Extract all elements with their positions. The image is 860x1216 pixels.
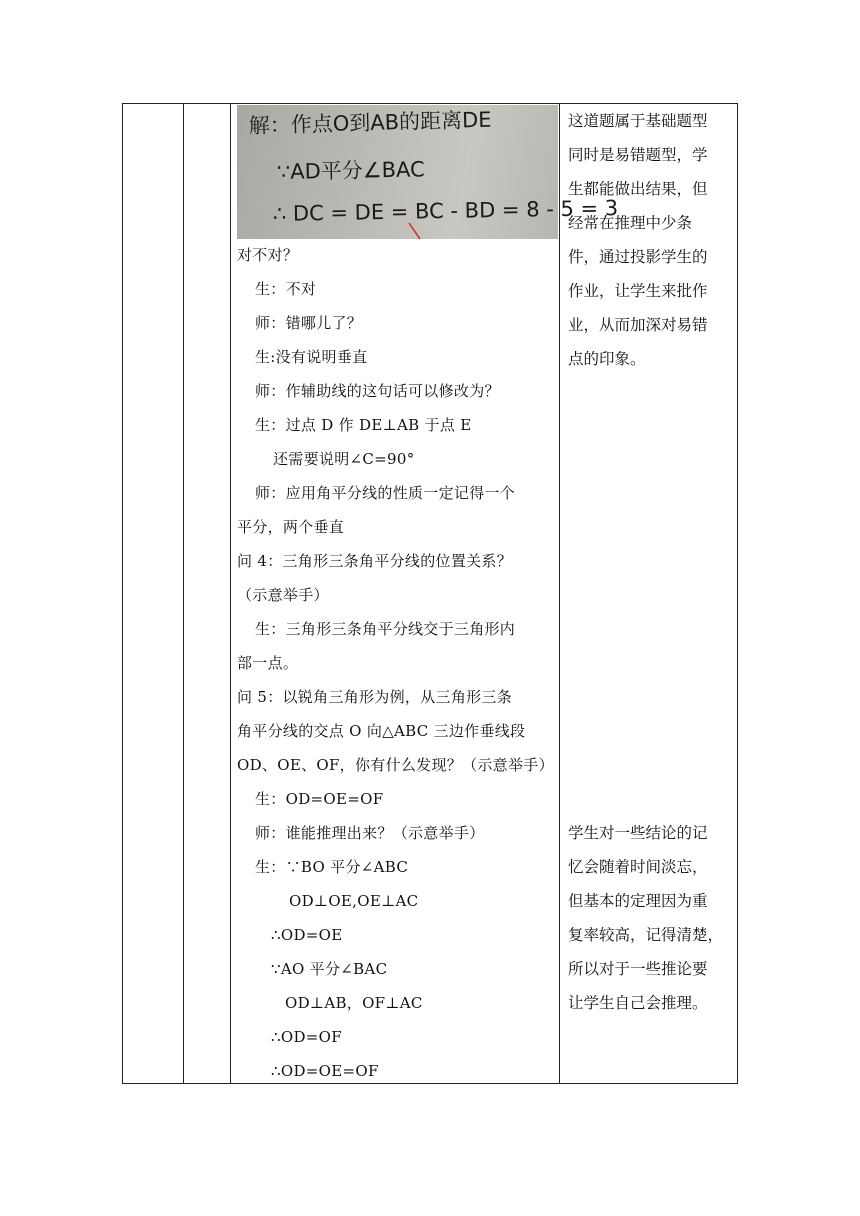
note-line: 让学生自己会推理。 [568, 994, 708, 1012]
note-line: 经常在推理中少条 [568, 214, 693, 232]
text-line: 师：应用角平分线的性质一定记得一个 [255, 484, 516, 502]
photo-line-1: 解：作点O到AB的距离DE [248, 107, 492, 138]
note-line: 件，通过投影学生的 [568, 248, 708, 266]
table-divider-2 [230, 103, 231, 1084]
text-line: ∴OD=OF [271, 1028, 342, 1046]
table-border-bottom [122, 1083, 738, 1084]
text-line: 平分，两个垂直 [237, 518, 345, 536]
note-line: 同时是易错题型，学 [568, 146, 708, 164]
note-line: 这道题属于基础题型 [568, 112, 708, 130]
table-border-top [122, 103, 738, 104]
text-line: 还需要说明∠C=90° [273, 450, 415, 468]
text-line: 对不对？ [237, 246, 299, 264]
text-line: ∴OD=OE=OF [271, 1062, 379, 1080]
note-line: 所以对于一些推论要 [568, 960, 708, 978]
text-line: 师：谁能推理出来？（示意举手） [255, 824, 485, 842]
note-line: 但基本的定理因为重 [568, 892, 708, 910]
text-line: ∵AO 平分∠BAC [271, 960, 388, 978]
note-line: 生都能做出结果，但 [568, 180, 708, 198]
note-line: 复率较高，记得清楚， [568, 926, 724, 944]
table-divider-1 [183, 103, 184, 1084]
text-line: OD⊥AB，OF⊥AC [285, 994, 423, 1012]
note-line: 点的印象。 [568, 350, 646, 368]
text-line: 生：∵BO 平分∠ABC [255, 858, 409, 876]
text-line: 生：OD=OE=OF [255, 790, 384, 808]
table-border-right [737, 103, 738, 1084]
text-line: 生：不对 [255, 280, 317, 298]
text-line: OD⊥OE,OE⊥AC [289, 892, 419, 910]
text-line: 生:没有说明垂直 [255, 348, 368, 366]
text-line: 师：作辅助线的这句话可以修改为？ [255, 382, 500, 400]
text-line: 问 5：以锐角三角形为例，从三角形三条 [237, 688, 513, 706]
text-line: 师：错哪儿了？ [255, 314, 363, 332]
text-line: 部一点。 [237, 654, 299, 672]
text-line: 问 4：三角形三条角平分线的位置关系？ [237, 552, 513, 570]
note-line: 学生对一些结论的记 [568, 824, 708, 842]
text-line: （示意举手） [237, 586, 329, 604]
table-divider-3 [559, 103, 560, 1084]
text-line: 角平分线的交点 O 向△ABC 三边作垂线段 [237, 722, 526, 740]
table-border-left [122, 103, 123, 1084]
handwritten-solution-photo [237, 105, 619, 239]
photo-line-2: ∵AD平分∠BAC [276, 157, 425, 184]
text-line: ∴OD=OE [271, 926, 343, 944]
text-line: OD、OE、OF，你有什么发现？（示意举手） [237, 756, 554, 774]
note-line: 忆会随着时间淡忘， [568, 858, 708, 876]
text-line: 生：三角形三条角平分线交于三角形内 [255, 620, 516, 638]
note-line: 作业，让学生来批作 [568, 282, 708, 300]
text-line: 生：过点 D 作 DE⊥AB 于点 E [255, 416, 472, 434]
photo-line-3: ∴ DC = DE = BC - BD = 8 - 5 = 3 [272, 195, 619, 226]
note-line: 业，从而加深对易错 [568, 316, 708, 334]
